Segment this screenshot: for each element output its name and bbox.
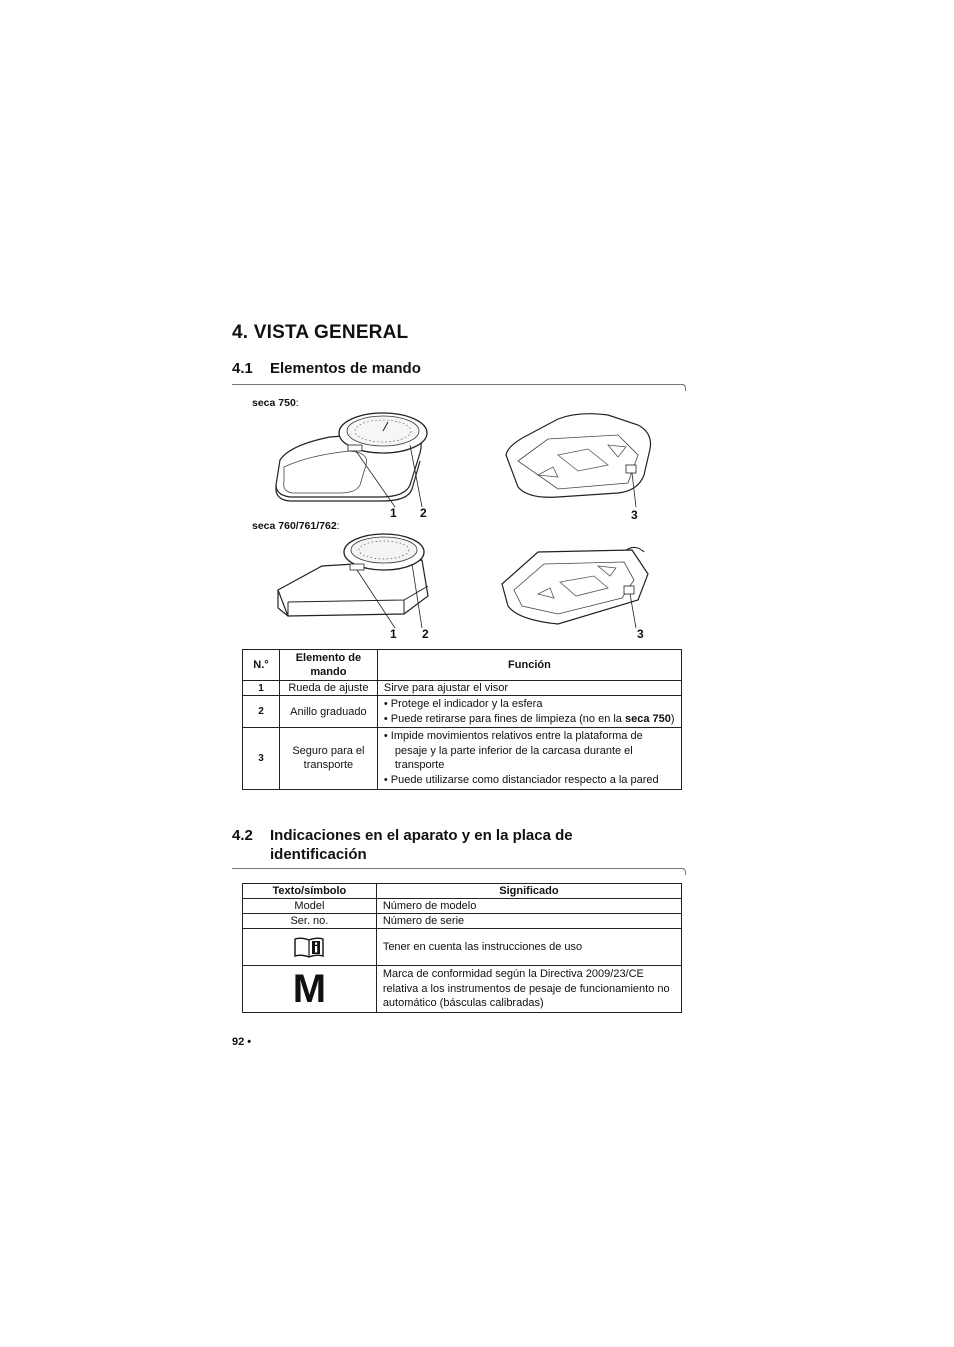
row-function: Sirve para ajustar el visor (377, 681, 681, 696)
row-element: Rueda de ajuste (279, 681, 377, 696)
bullet-item: • Impide movimientos relativos entre la plataforma de pesaje y la parte inferior de la carcasa durante el transporte (384, 729, 675, 773)
header-no: N.° (243, 650, 280, 681)
callout-2-760: 2 (422, 627, 429, 641)
symbol-cell (243, 966, 377, 1013)
scale-750-bottom-illustration (498, 405, 658, 510)
scale-760-top-illustration (272, 530, 440, 630)
header-symbol: Texto/símbolo (243, 884, 377, 899)
header-meaning: Significado (376, 884, 681, 899)
meaning-cell: Marca de conformidad según la Directiva 2009/23/CE relativa a los instrumentos de pesaje de funcionamiento no automático (básculas calibradas) (376, 966, 681, 1013)
book-info-icon (293, 936, 325, 958)
bullet-item: • Protege el indicador y la esfera (384, 697, 675, 712)
subsection-heading-controls (232, 360, 421, 377)
subsection-title-line2: identificación (270, 846, 367, 863)
subsection-title-line1: Indicaciones en el aparato y en la placa de (270, 827, 573, 844)
callout-3-760: 3 (637, 627, 644, 641)
callout-1-760: 1 (390, 627, 397, 641)
table-row (243, 914, 682, 929)
callout-1-750: 1 (390, 506, 397, 520)
header-function: Función (377, 650, 681, 681)
controls-table (242, 649, 682, 790)
subsection-number: 4.2 (232, 827, 253, 844)
row-element: Anillo graduado (279, 696, 377, 728)
callout-3-750: 3 (631, 508, 638, 522)
row-number: 2 (243, 696, 280, 728)
row-element: Seguro para el transporte (279, 728, 377, 789)
table-row (243, 728, 682, 789)
bullet-item: • Puede utilizarse como distanciador respecto a la pared (384, 773, 675, 788)
bullet-item: • Puede retirarse para fines de limpieza (no en la seca 750) (384, 712, 675, 727)
table-header-row (243, 884, 682, 899)
model-name: seca 750 (252, 397, 296, 409)
divider-rule (232, 384, 684, 385)
symbol-cell (243, 929, 377, 966)
subsection-number: 4.1 (232, 360, 253, 377)
table-row (243, 696, 682, 728)
symbol-cell: Ser. no. (243, 914, 377, 929)
model-label-760: seca 760/761/762: (252, 520, 340, 532)
table-row (243, 929, 682, 966)
metrology-m-icon: M (292, 966, 327, 1011)
divider-rule (232, 868, 684, 869)
divider-rule-end (681, 868, 686, 875)
scale-750-top-illustration (270, 405, 440, 510)
row-function (377, 696, 681, 728)
symbols-table (242, 883, 682, 1013)
section-title: 4. VISTA GENERAL (232, 322, 409, 343)
table-row (243, 681, 682, 696)
subsection-heading-indications (232, 826, 573, 864)
subsection-title: Elementos de mando (270, 360, 421, 377)
row-number: 3 (243, 728, 280, 789)
callout-2-750: 2 (420, 506, 427, 520)
table-row (243, 966, 682, 1013)
table-header-row (243, 650, 682, 681)
scale-760-bottom-illustration (498, 540, 658, 630)
header-element: Elemento de mando (279, 650, 377, 681)
row-function (377, 728, 681, 789)
divider-rule-end (681, 384, 686, 391)
meaning-cell: Número de modelo (376, 899, 681, 914)
symbol-cell: Model (243, 899, 377, 914)
table-row (243, 899, 682, 914)
meaning-cell: Tener en cuenta las instrucciones de uso (376, 929, 681, 966)
row-number: 1 (243, 681, 280, 696)
page-number: 92 • (232, 1036, 252, 1048)
meaning-cell: Número de serie (376, 914, 681, 929)
model-label-750: seca 750: (252, 397, 299, 409)
model-name: seca 760/761/762 (252, 520, 337, 532)
